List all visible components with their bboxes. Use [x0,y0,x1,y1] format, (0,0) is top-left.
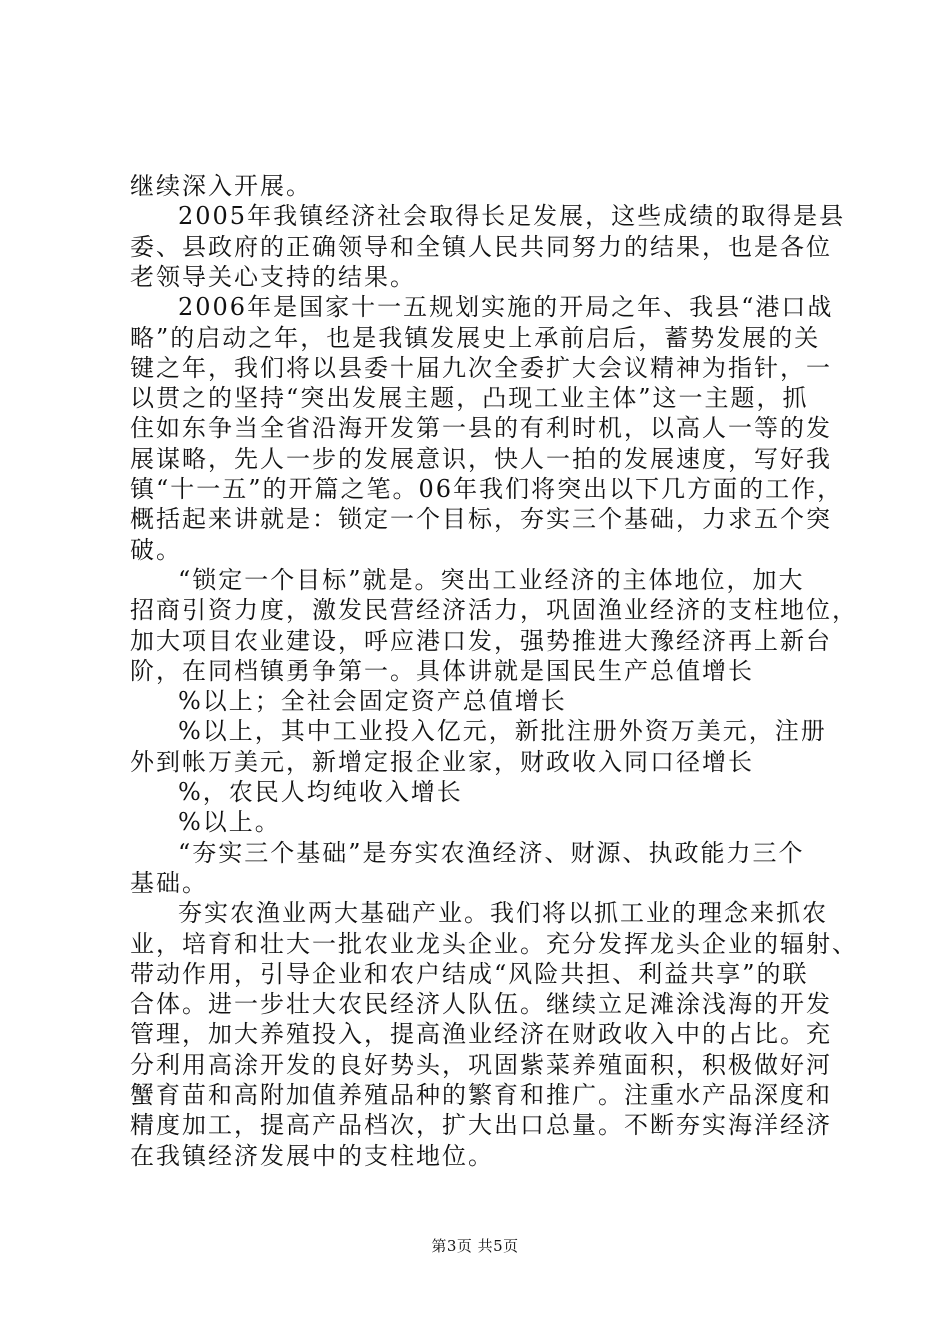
text-line: %以上，其中工业投入亿元，新批注册外资万美元，注册 [178,717,827,745]
text-line: %，农民人均纯收入增长 [178,778,463,806]
text-line: 蟹育苗和高附加值养殖品种的繁育和推广。注重水产品深度和 [130,1081,832,1109]
text-line: 破。 [130,536,182,564]
text-line: 概括起来讲就是：锁定一个目标，夯实三个基础，力求五个突 [130,505,832,533]
text-line: %以上；全社会固定资产总值增长 [178,687,567,715]
text-line: “夯实三个基础”是夯实农渔经济、财源、执政能力三个 [178,839,805,867]
text-line: 在我镇经济发展中的支柱地位。 [130,1142,494,1170]
text-line: 基础。 [130,869,208,897]
text-line: 分利用高涂开发的良好势头，巩固紫菜养殖面积，积极做好河 [130,1051,832,1079]
text-line: 加大项目农业建设，呼应港口发，强势推进大豫经济再上新台 [130,627,832,655]
text-line: 招商引资力度，激发民营经济活力，巩固渔业经济的支柱地位， [130,596,858,624]
text-line: 精度加工，提高产品档次，扩大出口总量。不断夯实海洋经济 [130,1111,832,1139]
text-line: 2005年我镇经济社会取得长足发展，这些成绩的取得是县 [178,202,846,230]
text-line: 键之年，我们将以县委十届九次全委扩大会议精神为指针，一 [130,354,832,382]
text-line: 住如东争当全省沿海开发第一县的有利时机，以高人一等的发 [130,414,832,442]
text-line: 合体。进一步壮大农民经济人队伍。继续立足滩涂浅海的开发 [130,990,832,1018]
text-line: 带动作用，引导企业和农户结成“风险共担、利益共享”的联 [130,960,809,988]
text-line: 展谋略，先人一步的发展意识，快人一拍的发展速度，写好我 [130,445,832,473]
text-line: 以贯之的坚持“突出发展主题，凸现工业主体”这一主题，抓 [130,384,809,412]
text-line: 业，培育和壮大一批农业龙头企业。充分发挥龙头企业的辐射、 [130,930,858,958]
text-line: 略”的启动之年，也是我镇发展史上承前启后，蓄势发展的关 [130,324,821,352]
text-line: 2006年是国家十一五规划实施的开局之年、我县“港口战 [178,293,834,321]
text-line: “锁定一个目标”就是。突出工业经济的主体地位，加大 [178,566,805,594]
text-line: 阶，在同档镇勇争第一。具体讲就是国民生产总值增长 [130,657,754,685]
text-line: 委、县政府的正确领导和全镇人民共同努力的结果，也是各位 [130,233,832,261]
text-line: 管理，加大养殖投入，提高渔业经济在财政收入中的占比。充 [130,1020,832,1048]
text-line: 继续深入开展。 [130,172,312,200]
text-line: %以上。 [178,808,281,836]
text-line: 镇“十一五”的开篇之笔。06年我们将突出以下几方面的工作， [130,475,844,503]
page-footer: 第3页 共5页 [431,1237,519,1255]
text-line: 夯实农渔业两大基础产业。我们将以抓工业的理念来抓农 [178,899,828,927]
text-line: 外到帐万美元，新增定报企业家，财政收入同口径增长 [130,748,754,776]
text-line: 老领导关心支持的结果。 [130,263,416,291]
